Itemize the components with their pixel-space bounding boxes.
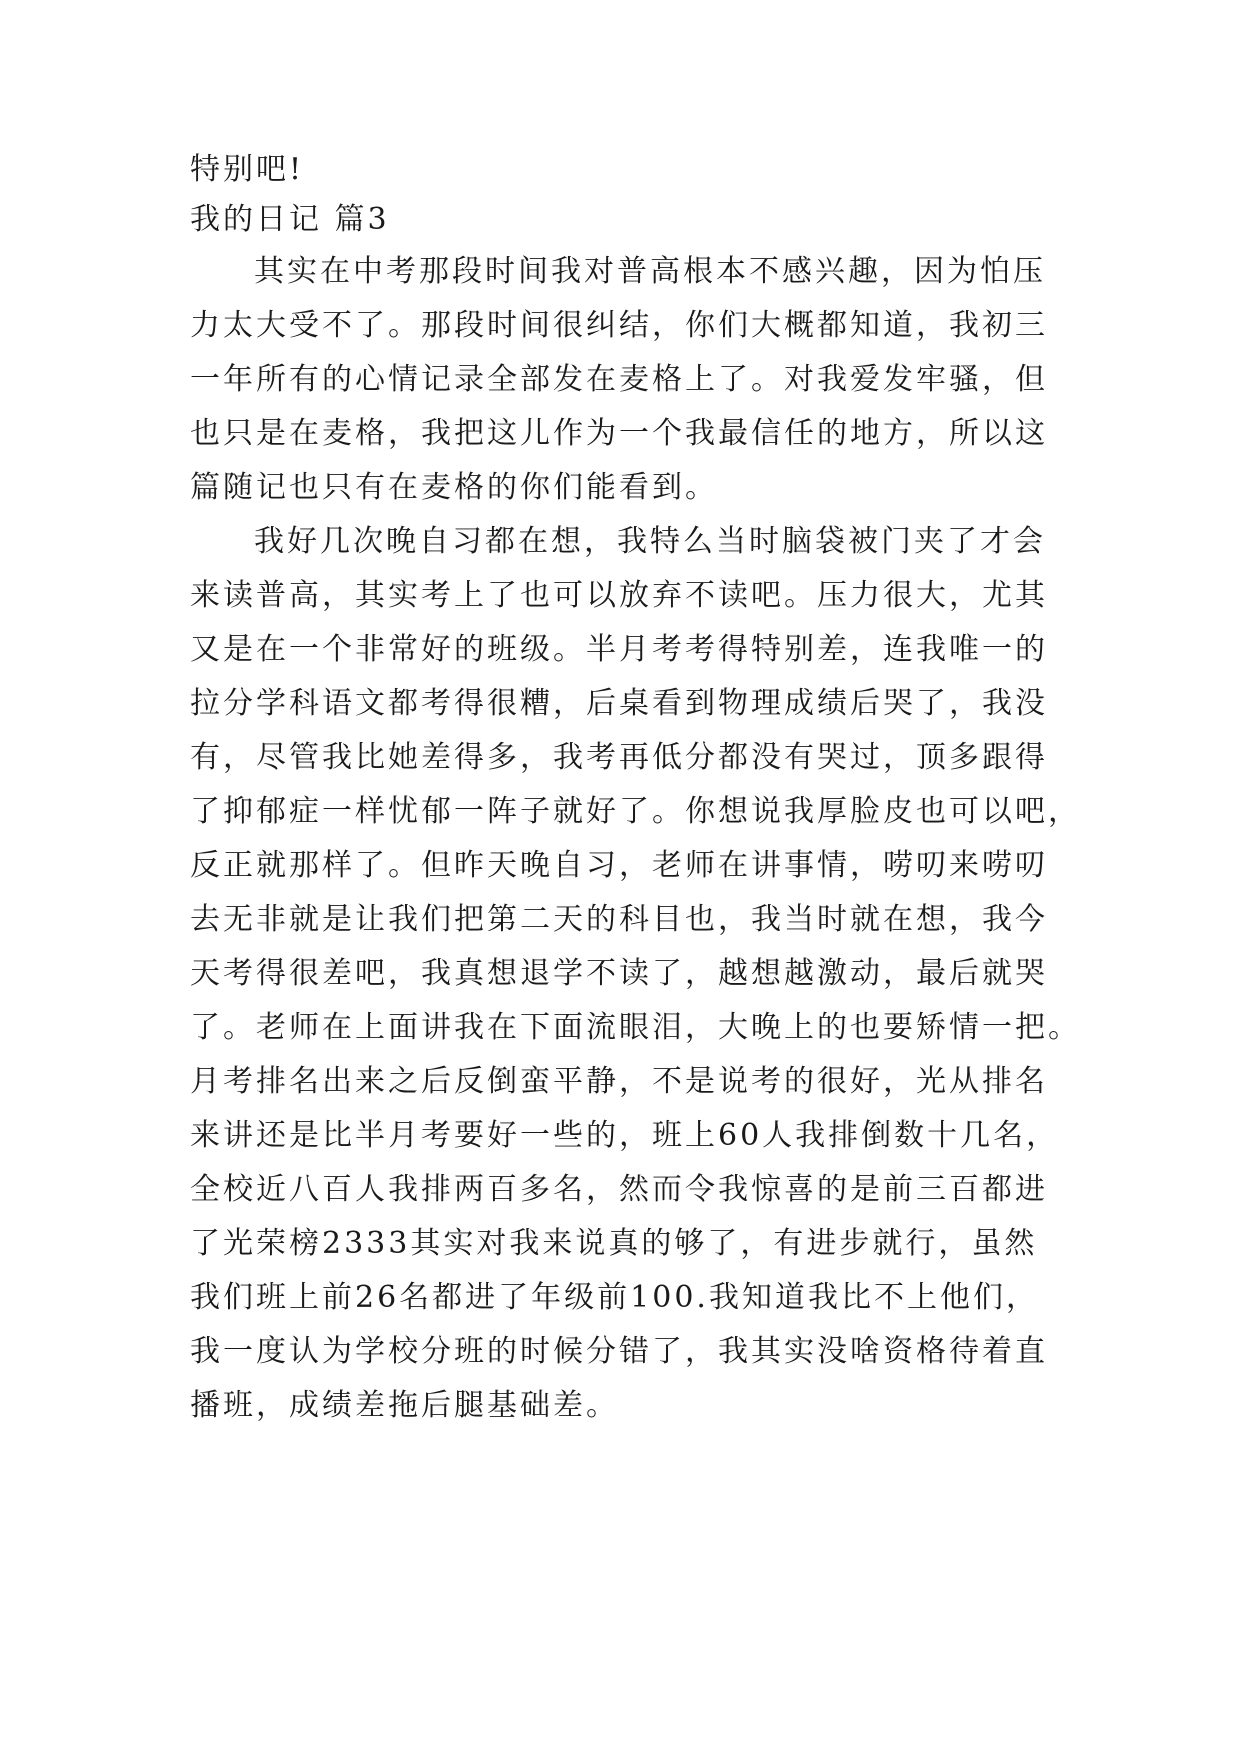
- text-line: 我们班上前26名都进了年级前100.我知道我比不上他们，: [190, 1280, 1039, 1315]
- text-line: 月考排名出来之后反倒蛮平静，不是说考的很好，光从排名: [190, 1064, 1048, 1099]
- text-line: 来讲还是比半月考要好一些的，班上60人我排倒数十几名，: [190, 1118, 1060, 1153]
- text-line: 了。老师在上面讲我在下面流眼泪，大晚上的也要矫情一把。: [190, 1010, 1081, 1045]
- text-line: 力太大受不了。那段时间很纠结，你们大概都知道，我初三: [190, 308, 1048, 343]
- text-line: 也只是在麦格，我把这儿作为一个我最信任的地方，所以这: [190, 416, 1048, 451]
- text-line: 来读普高，其实考上了也可以放弃不读吧。压力很大，尤其: [190, 578, 1048, 613]
- text-line: 反正就那样了。但昨天晚自习，老师在讲事情，唠叨来唠叨: [190, 848, 1048, 883]
- text-line: 拉分学科语文都考得很糟，后桌看到物理成绩后哭了，我没: [190, 686, 1048, 721]
- text-line: 篇随记也只有在麦格的你们能看到。: [190, 470, 718, 505]
- section-heading: 我的日记 篇3: [190, 202, 390, 237]
- text-line: 天考得很差吧，我真想退学不读了，越想越激动，最后就哭: [190, 956, 1048, 991]
- text-line: 特别吧!: [190, 152, 305, 187]
- text-line: 播班，成绩差拖后腿基础差。: [190, 1388, 619, 1423]
- text-line: 有，尽管我比她差得多，我考再低分都没有哭过，顶多跟得: [190, 740, 1048, 775]
- text-line: 一年所有的心情记录全部发在麦格上了。对我爱发牢骚，但: [190, 362, 1048, 397]
- text-line: 全校近八百人我排两百多名，然而令我惊喜的是前三百都进: [190, 1172, 1048, 1207]
- text-line: 了光荣榜2333其实对我来说真的够了，有进步就行，虽然: [190, 1226, 1038, 1261]
- text-line: 了抑郁症一样忧郁一阵子就好了。你想说我厚脸皮也可以吧，: [190, 794, 1081, 829]
- text-line: 又是在一个非常好的班级。半月考考得特别差，连我唯一的: [190, 632, 1048, 667]
- text-line: 我一度认为学校分班的时候分错了，我其实没啥资格待着直: [190, 1334, 1048, 1369]
- text-line: 我好几次晚自习都在想，我特么当时脑袋被门夹了才会: [254, 524, 1046, 559]
- text-line: 去无非就是让我们把第二天的科目也，我当时就在想，我今: [190, 902, 1048, 937]
- text-line: 其实在中考那段时间我对普高根本不感兴趣，因为怕压: [254, 254, 1046, 289]
